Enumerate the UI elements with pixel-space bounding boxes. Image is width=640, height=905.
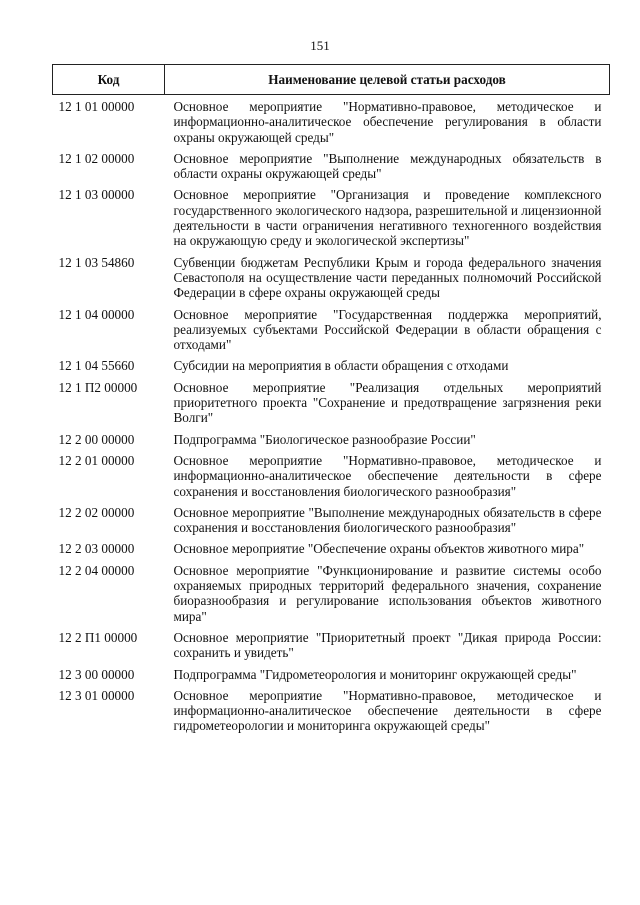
table-row xyxy=(53,253,610,305)
table-row xyxy=(53,378,610,430)
row-code: 12 3 00 00000 xyxy=(58,666,135,682)
row-code: 12 2 00 00000 xyxy=(58,431,135,447)
column-header-name: Наименование целевой статьи расходов xyxy=(165,65,610,95)
table-row xyxy=(53,686,610,738)
table-row xyxy=(53,430,610,451)
row-name: Подпрограмма "Гидрометеорология и мониторинг окружающей среды" xyxy=(173,666,577,682)
row-name: Субсидии на мероприятия в области обращения с отходами xyxy=(173,358,509,374)
row-code: 12 2 04 00000 xyxy=(58,562,135,578)
page-number: 151 xyxy=(310,38,330,53)
row-name: Основное мероприятие "Реализация отдельных мероприятий приоритетного проекта "Сохранение и предотвращение загрязнения реки Волги" xyxy=(173,379,602,426)
row-code: 12 1 03 00000 xyxy=(58,187,135,203)
row-code: 12 1 П2 00000 xyxy=(58,379,138,395)
table-row xyxy=(53,628,610,665)
table-row xyxy=(53,356,610,377)
row-name: Основное мероприятие "Нормативно-правовое, методическое и информационно-аналитическое обеспечение деятельности в сфере сохранения и восстановления биологического разнообразия" xyxy=(173,452,602,499)
row-name: Основное мероприятие "Нормативно-правовое, методическое и информационно-аналитическое обеспечение деятельности в сфере гидрометеорологии и мониторинга окружающей среды" xyxy=(173,687,602,734)
row-name: Основное мероприятие "Обеспечение охраны объектов животного мира" xyxy=(173,541,585,557)
row-code: 12 1 01 00000 xyxy=(58,99,135,114)
table-row xyxy=(53,185,610,252)
table-row xyxy=(53,561,610,628)
table-row xyxy=(53,665,610,686)
row-name: Основное мероприятие "Функционирование и развитие системы особо охраняемых природных территорий федерального значения, сохранение биоразнообразия и регулирование использования объектов животного мира" xyxy=(173,562,602,624)
row-name: Основное мероприятие "Нормативно-правовое, методическое и информационно-аналитическое обеспечение регулирования в области охраны окружающей среды" xyxy=(173,99,602,145)
row-code: 12 2 02 00000 xyxy=(58,504,135,520)
row-name: Основное мероприятие "Приоритетный проект "Дикая природа России: сохранить и увидеть" xyxy=(173,629,602,661)
row-name: Основное мероприятие "Выполнение международных обязательств в области охраны окружающей среды" xyxy=(173,150,602,182)
row-name: Подпрограмма "Биологическое разнообразие России" xyxy=(173,431,476,447)
row-code: 12 1 03 54860 xyxy=(58,254,135,270)
row-code: 12 2 01 00000 xyxy=(58,452,135,468)
table-row xyxy=(53,503,610,540)
row-name: Основное мероприятие "Организация и проведение комплексного государственного экологического надзора, разрешительной и лицензионной деятельности в части ограничения негативного техногенного воздействия на окружающую среду и экологической экспертизы" xyxy=(173,187,602,249)
table-row xyxy=(53,451,610,503)
row-code: 12 3 01 00000 xyxy=(58,687,135,703)
column-header-code: Код xyxy=(53,65,165,95)
table-row xyxy=(53,539,610,560)
row-code: 12 1 04 00000 xyxy=(58,306,135,322)
row-code: 12 1 02 00000 xyxy=(58,150,135,166)
budget-table-container xyxy=(52,64,609,738)
row-code: 12 1 04 55660 xyxy=(58,358,135,374)
row-code: 12 2 03 00000 xyxy=(58,541,135,557)
table-row xyxy=(53,149,610,186)
table-header-row xyxy=(53,65,610,95)
row-code: 12 2 П1 00000 xyxy=(58,629,138,645)
row-name: Основное мероприятие "Выполнение международных обязательств в сфере сохранения и восстановления биологического разнообразия" xyxy=(173,504,602,536)
row-name: Основное мероприятие "Государственная поддержка мероприятий, реализуемых субъектами Российской Федерации в области обращения с отходами" xyxy=(173,306,602,353)
budget-classification-table xyxy=(52,64,610,738)
table-row xyxy=(53,305,610,357)
row-name: Субвенции бюджетам Республики Крым и города федерального значения Севастополя на осуществление части переданных полномочий Российской Федерации в сфере охраны окружающей среды xyxy=(173,254,602,301)
table-row xyxy=(53,95,610,149)
